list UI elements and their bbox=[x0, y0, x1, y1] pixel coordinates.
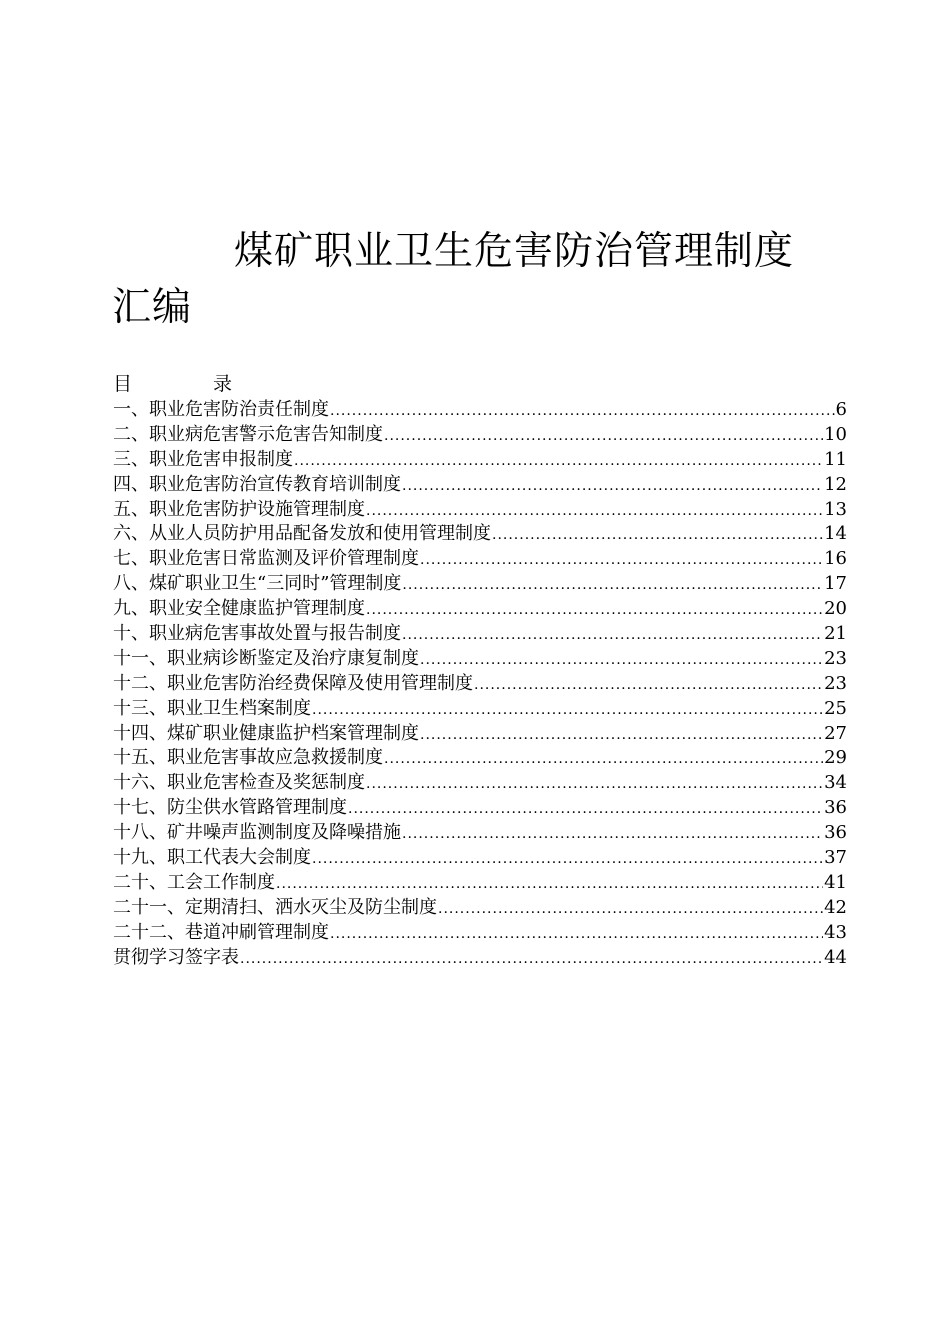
toc-entry[interactable] bbox=[113, 597, 847, 622]
toc-leader-dots bbox=[276, 872, 823, 897]
toc-entry-title: 工会工作制度 bbox=[167, 871, 275, 893]
toc-entry-title: 职业危害防治责任制度 bbox=[149, 399, 329, 420]
toc-leader-dots bbox=[240, 947, 823, 972]
toc-entry-page-number: 25 bbox=[824, 697, 847, 719]
toc-entry[interactable] bbox=[113, 821, 847, 846]
toc-entry-page-number: 16 bbox=[824, 548, 847, 570]
toc-leader-dots bbox=[402, 474, 823, 499]
toc-leader-dots bbox=[312, 847, 823, 872]
toc-entry-page-number: 44 bbox=[824, 946, 847, 968]
toc-leader-dots bbox=[420, 723, 823, 748]
toc-leader-dots bbox=[348, 797, 823, 822]
toc-entry-page-number: 34 bbox=[824, 772, 847, 794]
toc-entry-title: 职业病危害事故处置与报告制度 bbox=[149, 623, 401, 645]
toc-entry-title: 从业人员防护用品配备发放和使用管理制度 bbox=[149, 523, 491, 545]
toc-entry-page-number: 23 bbox=[824, 672, 847, 694]
toc-entry[interactable] bbox=[113, 722, 847, 747]
toc-entry-title: 煤矿职业健康监护档案管理制度 bbox=[167, 722, 419, 744]
document-title-line2: 汇编 bbox=[112, 285, 193, 330]
toc-entry-title: 职业危害防治宣传教育培训制度 bbox=[149, 473, 401, 495]
toc-entry[interactable] bbox=[113, 846, 847, 871]
toc-heading-left: 目 bbox=[113, 373, 133, 395]
toc-entry-title: 职业危害事故应急救援制度 bbox=[167, 747, 383, 769]
toc-entry-page-number: 43 bbox=[824, 921, 847, 943]
toc-entry-page-number: 36 bbox=[824, 797, 847, 819]
toc-leader-dots bbox=[492, 523, 823, 548]
toc-entry-title: 职业安全健康监护管理制度 bbox=[149, 598, 365, 620]
toc-entry[interactable] bbox=[113, 423, 847, 448]
toc-entry[interactable] bbox=[113, 473, 847, 498]
toc-entry-page-number: 29 bbox=[824, 747, 847, 769]
toc-leader-dots bbox=[330, 922, 823, 947]
toc-entry-number: 十四、 bbox=[113, 722, 167, 744]
toc-entry-page-number: 36 bbox=[824, 822, 847, 844]
toc-entry[interactable] bbox=[113, 871, 847, 896]
document-title-line1: 煤矿职业卫生危害防治管理制度 bbox=[234, 229, 795, 274]
toc-entry[interactable] bbox=[113, 946, 847, 971]
toc-entry-number: 八、 bbox=[113, 573, 149, 595]
toc-entry-number: 三、 bbox=[113, 448, 149, 470]
toc-leader-dots bbox=[294, 449, 823, 474]
toc-entry-title: 煤矿职业卫生“三同时”管理制度 bbox=[149, 573, 402, 595]
toc-leader-dots bbox=[312, 698, 823, 723]
toc-entry-title: 职业病诊断鉴定及治疗康复制度 bbox=[167, 647, 419, 669]
toc-entry[interactable] bbox=[113, 796, 847, 821]
toc-entry-number: 六、 bbox=[113, 523, 149, 545]
toc-entry-page-number: 27 bbox=[824, 722, 847, 744]
toc-entry-number: 七、 bbox=[113, 548, 149, 570]
toc-entry-number: 二十、 bbox=[113, 871, 167, 893]
toc-entry-title: 职业危害防护设施管理制度 bbox=[149, 498, 365, 520]
toc-heading bbox=[113, 372, 232, 397]
toc-leader-dots bbox=[384, 424, 823, 449]
toc-entry-page-number: 21 bbox=[824, 623, 847, 645]
toc-leader-dots bbox=[402, 573, 823, 598]
toc-leader-dots bbox=[402, 822, 823, 847]
toc-entry[interactable] bbox=[113, 647, 847, 672]
toc-entry[interactable] bbox=[113, 697, 847, 722]
toc-entry-title: 职业危害检查及奖惩制度 bbox=[167, 772, 365, 794]
toc-entry-page-number: 10 bbox=[824, 423, 847, 445]
toc-entry[interactable] bbox=[113, 622, 847, 647]
toc-entry-number: 十六、 bbox=[113, 772, 167, 794]
toc-entry-page-number: 41 bbox=[824, 871, 847, 893]
toc-leader-dots bbox=[384, 747, 823, 772]
toc-entry-title: 定期清扫、洒水灭尘及防尘制度 bbox=[185, 896, 437, 918]
toc-entry-title: 贯彻学习签字表 bbox=[113, 946, 239, 968]
toc-entry[interactable] bbox=[113, 672, 847, 697]
toc-entry[interactable] bbox=[113, 572, 847, 597]
document-title bbox=[112, 224, 842, 336]
toc-entry-page-number: 37 bbox=[824, 847, 847, 869]
toc-entry-title: 职工代表大会制度 bbox=[167, 847, 311, 869]
toc-entry-page-number: 20 bbox=[824, 598, 847, 620]
toc-entry-title: 职业卫生档案制度 bbox=[167, 697, 311, 719]
toc-entry-number: 二十二、 bbox=[113, 921, 185, 943]
toc-entry-page-number: 11 bbox=[824, 448, 847, 470]
toc-entry-page-number: 6 bbox=[835, 399, 847, 420]
toc-entry-title: 防尘供水管路管理制度 bbox=[167, 797, 347, 819]
toc-entry[interactable] bbox=[113, 522, 847, 547]
toc-entry[interactable] bbox=[113, 398, 847, 423]
toc-entry[interactable] bbox=[113, 547, 847, 572]
toc-entry-number: 四、 bbox=[113, 473, 149, 495]
toc-entry-number: 十、 bbox=[113, 623, 149, 645]
toc-entry-number: 一、 bbox=[113, 399, 149, 420]
toc-entry-number: 十七、 bbox=[113, 797, 167, 819]
toc-entry-title: 职业病危害警示危害告知制度 bbox=[149, 423, 383, 445]
toc-leader-dots bbox=[366, 598, 823, 623]
toc-entry-number: 二十一、 bbox=[113, 896, 185, 918]
toc-heading-right: 录 bbox=[213, 373, 233, 395]
toc-entry-title: 职业危害申报制度 bbox=[149, 448, 293, 470]
toc-entry-number: 九、 bbox=[113, 598, 149, 620]
toc-entry-title: 职业危害防治经费保障及使用管理制度 bbox=[167, 672, 473, 694]
toc-entry[interactable] bbox=[113, 746, 847, 771]
toc-entry-page-number: 14 bbox=[824, 523, 847, 545]
toc-entry-number: 二、 bbox=[113, 423, 149, 445]
toc-leader-dots bbox=[366, 772, 823, 797]
toc-entry-title: 职业危害日常监测及评价管理制度 bbox=[149, 548, 419, 570]
toc-leader-dots bbox=[420, 548, 823, 573]
toc-leader-dots bbox=[420, 648, 823, 673]
toc-entry-title: 巷道冲刷管理制度 bbox=[185, 921, 329, 943]
toc-entry-title: 矿井噪声监测制度及降噪措施 bbox=[167, 822, 401, 844]
toc-entry[interactable] bbox=[113, 498, 847, 523]
toc-leader-dots bbox=[402, 623, 823, 648]
toc-entry-number: 五、 bbox=[113, 498, 149, 520]
toc-entry-page-number: 13 bbox=[824, 498, 847, 520]
toc-entry-number: 十五、 bbox=[113, 747, 167, 769]
toc-entry-page-number: 12 bbox=[824, 473, 847, 495]
toc-entry-page-number: 42 bbox=[824, 896, 847, 918]
toc-entry[interactable] bbox=[113, 921, 847, 946]
table-of-contents bbox=[113, 398, 847, 970]
toc-entry-number: 十三、 bbox=[113, 697, 167, 719]
toc-entry-page-number: 17 bbox=[824, 573, 847, 595]
toc-leader-dots bbox=[330, 399, 835, 424]
toc-entry[interactable] bbox=[113, 448, 847, 473]
toc-entry[interactable] bbox=[113, 896, 847, 921]
toc-leader-dots bbox=[474, 673, 823, 698]
toc-entry-page-number: 23 bbox=[824, 647, 847, 669]
toc-entry-number: 十八、 bbox=[113, 822, 167, 844]
toc-entry-number: 十九、 bbox=[113, 847, 167, 869]
toc-entry-number: 十一、 bbox=[113, 647, 167, 669]
toc-entry[interactable] bbox=[113, 771, 847, 796]
toc-leader-dots bbox=[366, 499, 823, 524]
toc-entry-number: 十二、 bbox=[113, 672, 167, 694]
toc-leader-dots bbox=[438, 897, 823, 922]
